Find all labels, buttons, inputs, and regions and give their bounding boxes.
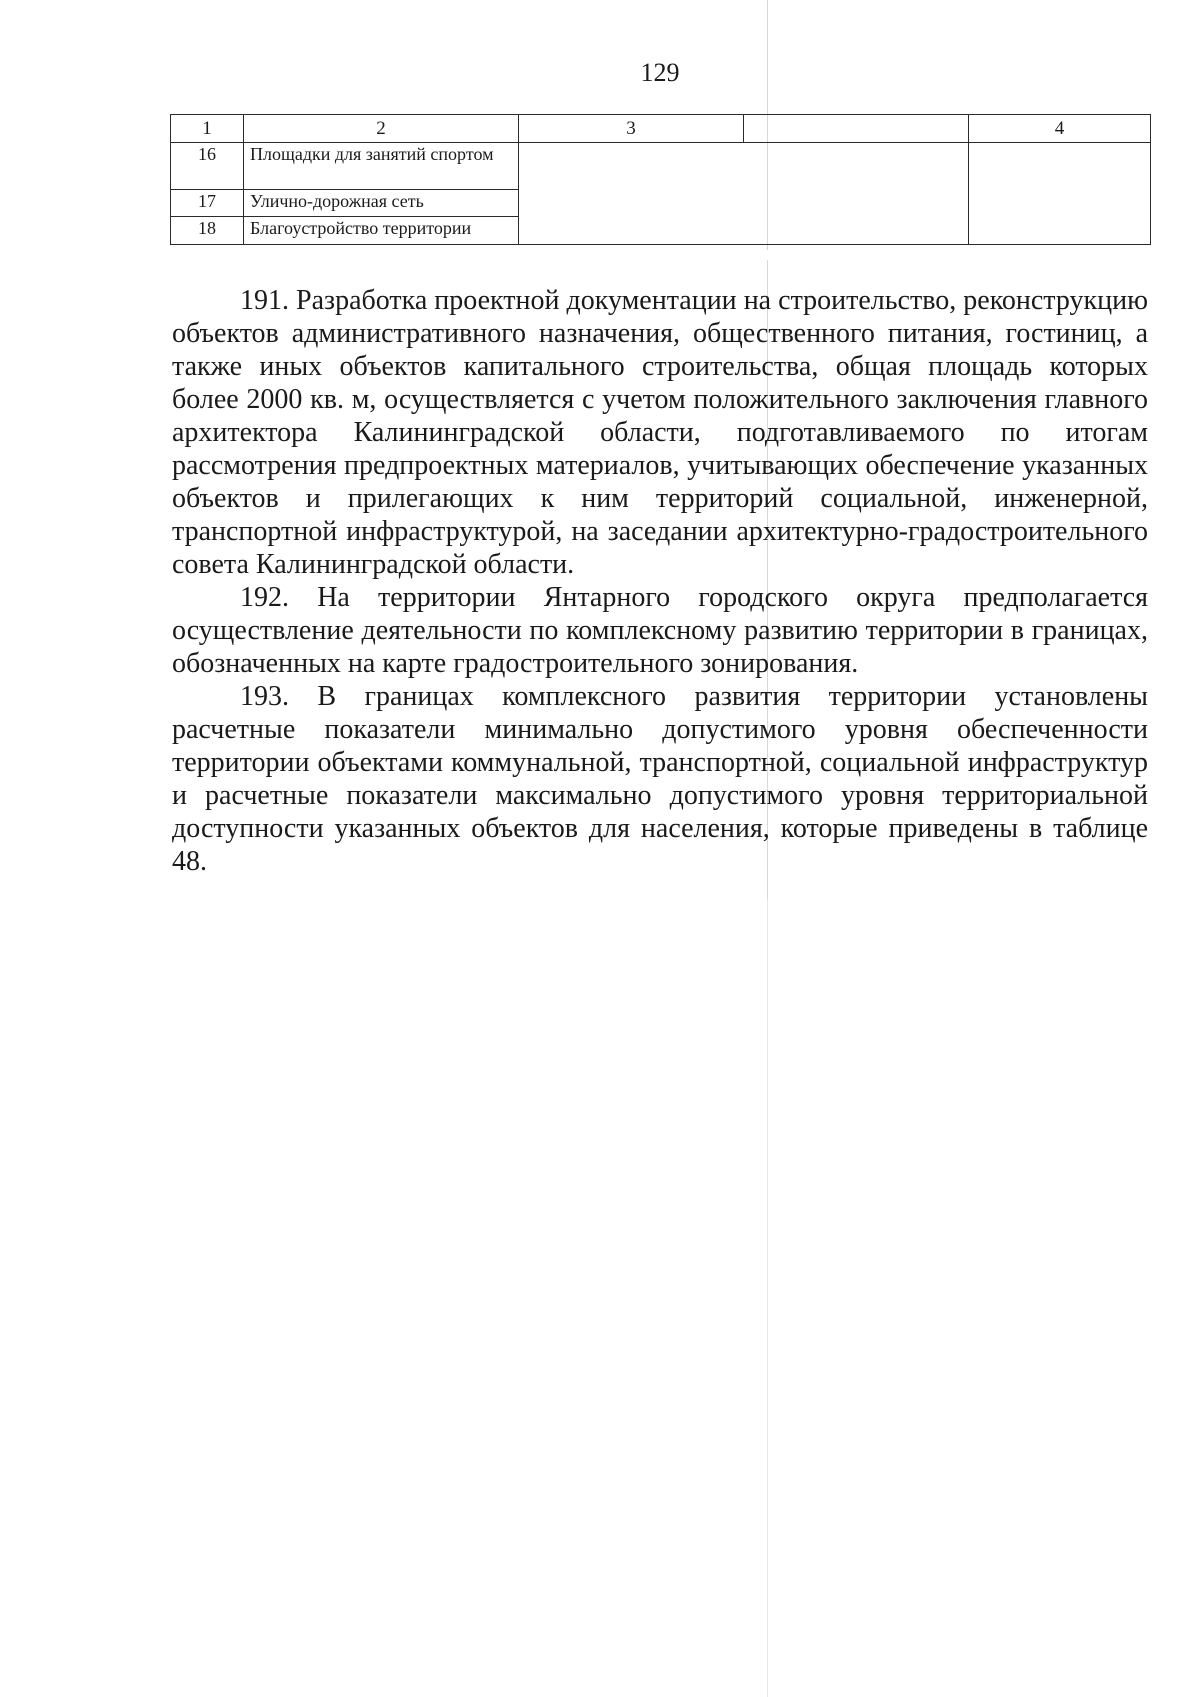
paragraph-191: 191. Разработка проектной документации на строительство, реконструкцию объектов административного назначения, общественного питания, гостиниц, а также иных объектов капитального строительства, общая площадь которых более 2000 кв. м, осуществляется с учетом положительного заключения главного архитектора Калининградской области, подготавливаемого по итогам рассмотрения предпроектных материалов, учитывающих обеспечение указанных объектов и прилегающих к ним территорий социальной, инженерной, транспортной инфраструктурой, на заседании архитектурно-градостроительного совета Калининградской области. [172, 285, 1148, 580]
row-number: 18 [171, 217, 244, 245]
paragraph-193: 193. В границах комплексного развития территории установлены расчетные показатели минимально допустимого уровня обеспеченности территории объектами коммунальной, транспортной, социальной инфраструктур и расчетные показатели максимально допустимого уровня территориальной доступности указанных объектов для населения, которые приведены в таблице 48. [172, 681, 1148, 877]
row-name: Благоустройство территории [244, 217, 519, 245]
table-header-row [171, 115, 1151, 143]
row-name: Улично-дорожная сеть [244, 190, 519, 217]
merged-value-cell [519, 143, 969, 245]
table-header-cell [744, 115, 969, 143]
table-header-cell: 1 [171, 115, 244, 143]
merged-note-cell [969, 143, 1151, 245]
row-number: 17 [171, 190, 244, 217]
table-row [171, 143, 1151, 190]
paragraph-192: 192. На территории Янтарного городского округа предполагается осуществление деятельности по комплексному развитию территории в границах, обозначенных на карте градостроительного зонирования. [172, 582, 1148, 679]
page-number: 129 [640, 58, 680, 87]
table-header-cell: 3 [519, 115, 744, 143]
document-body [172, 284, 1148, 878]
row-number: 16 [171, 143, 244, 190]
table-header-cell: 4 [969, 115, 1151, 143]
table-header-cell: 2 [244, 115, 519, 143]
continuation-table [170, 114, 1151, 245]
row-name: Площадки для занятий спортом [244, 143, 519, 190]
scan-artifact-line-bottom [767, 900, 768, 1697]
